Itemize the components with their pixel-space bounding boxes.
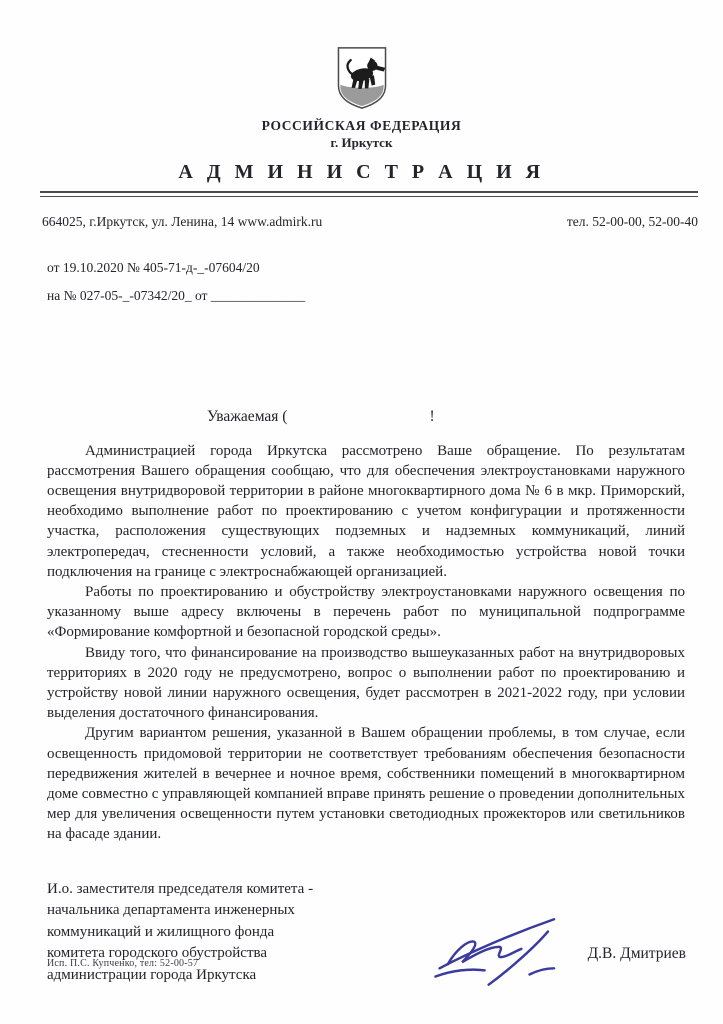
letterhead [0,0,723,197]
signer-title-line: И.о. заместителя председателя комитета - [47,880,314,897]
org-address: 664025, г.Иркутск, ул. Ленина, 14 www.admirk.ru [42,213,323,229]
paragraph-4: Другим вариантом решения, указанной в Вашем обращении проблемы, в том случае, если освещенность придомовой территории не соответствует требованиям обеспечения безопасности передвижения жителей в вечернее и ночное время, собственники помещений в многоквартирном доме совместно с управляющей компанией вправе принять решение о проведении дополнительных мер для увеличения освещенности путем установки светодиодных прожекторов или светильников на фасаде здании. [47,725,685,843]
salutation [207,408,723,426]
letterhead-city: г. Иркутск [330,135,393,150]
signer-title-line: администрации города Иркутска [47,966,257,983]
letterhead-country: РОССИЙСКАЯ ФЕДЕРАЦИЯ [261,118,462,133]
salutation-suffix: ! [429,407,435,425]
contact-row [42,214,698,230]
letterhead-organization: А Д М И Н И С Т Р А Ц И Я [178,161,545,183]
signer-title-line: коммуникаций и жилищного фонда [47,923,275,940]
irkutsk-coat-of-arms-icon [333,46,391,110]
org-phones: тел. 52-00-00, 52-00-40 [566,213,698,229]
signer-title-line: начальника департамента инженерных [47,902,295,919]
paragraph-2: Работы по проектированию и обустройству электроустановками наружного освещения по указанному выше адресу включены в перечень работ по муниципальной подпрограмме «Формирование комфортной и безопасной городской среды». [47,583,685,641]
paragraph-3: Ввиду того, что финансирование на производство вышеуказанных работ на внутридворовых территориях в 2020 году не предусмотрено, вопрос о выполнении работ по проектированию и устройству новой линии наружного освещения, будет рассмотрен в 2021-2022 году, при условии выделения достаточного финансирования. [47,644,685,722]
signer-name: Д.В. Дмитриев [587,944,686,962]
signature-section [47,879,698,997]
executor-note: Исп. П.С. Купченко, тел: 52-00-57 [47,958,199,969]
signer-title-line: комитета городского обустройства [47,945,268,962]
salutation-prefix: Уважаемая ( [207,407,288,425]
outgoing-ref: от 19.10.2020 № 405-71-д-_-07604/20 [47,259,260,275]
incoming-ref: на № 027-05-_-07342/20_ от ______________ [47,287,306,303]
signature-scribble [430,907,580,999]
letterhead-divider [40,191,698,197]
signer-title-block [47,879,698,987]
paragraph-1: Администрацией города Иркутска рассмотрено Ваше обращение. По результатам рассмотрения Вашего обращения сообщаю, что для обеспечения электроустановками наружного освещения внутридворовой территории в районе многоквартирного дома № 6 в мкр. Приморский, необходимо выполнение работ по проектированию с учетом конфигурации и протяженности участка, расположения существующих подземных и надземных коммуникаций, линий электропередач, стесненности условий, а также необходимостью устройства новой точки подключения на границе с электроснабжающей организацией. [47,442,685,580]
reference-block [47,260,723,304]
letter-body [47,441,685,845]
